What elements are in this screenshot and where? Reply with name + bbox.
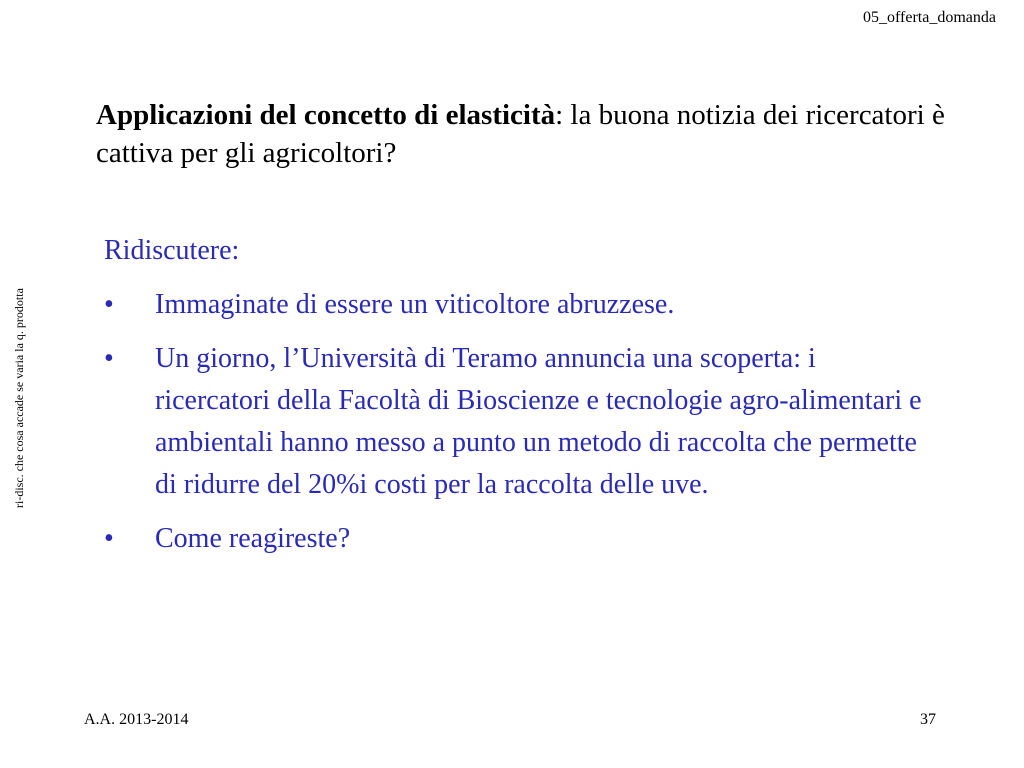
- page-number: 37: [920, 711, 936, 728]
- bullet-icon: •: [104, 289, 114, 320]
- footer-academic-year: A.A. 2013-2014: [84, 711, 189, 728]
- slide-header-tag: 05_offerta_domanda: [863, 9, 996, 26]
- bullet-text: Immaginate di essere un viticoltore abruzzese.: [155, 289, 675, 320]
- bullet-list: [104, 284, 934, 560]
- slide-title: [96, 96, 946, 172]
- list-item: [104, 338, 934, 506]
- content-intro: Ridiscutere:: [104, 235, 240, 266]
- list-item: [104, 518, 934, 560]
- vertical-side-note: ri-disc. che cosa accade se varia la q. prodotta: [12, 288, 26, 508]
- list-item: [104, 284, 934, 326]
- bullet-text: Un giorno, l’Università di Teramo annuncia una scoperta: i ricercatori della Facoltà di Bioscienze e tecnologie agro-alimentari e ambientali hanno messo a punto un metodo di raccolta che permette di ridurre del 20%i costi per la raccolta delle uve.: [155, 343, 922, 500]
- bullet-icon: •: [104, 343, 114, 374]
- slide-content: [104, 230, 934, 572]
- slide-title-bold: Applicazioni del concetto di elasticità: [96, 99, 556, 131]
- bullet-text: Come reagireste?: [155, 523, 351, 554]
- slide-title-rest: : la buona notizia dei ricercatori è cattiva per gli agricoltori?: [96, 99, 945, 169]
- bullet-icon: •: [104, 523, 114, 554]
